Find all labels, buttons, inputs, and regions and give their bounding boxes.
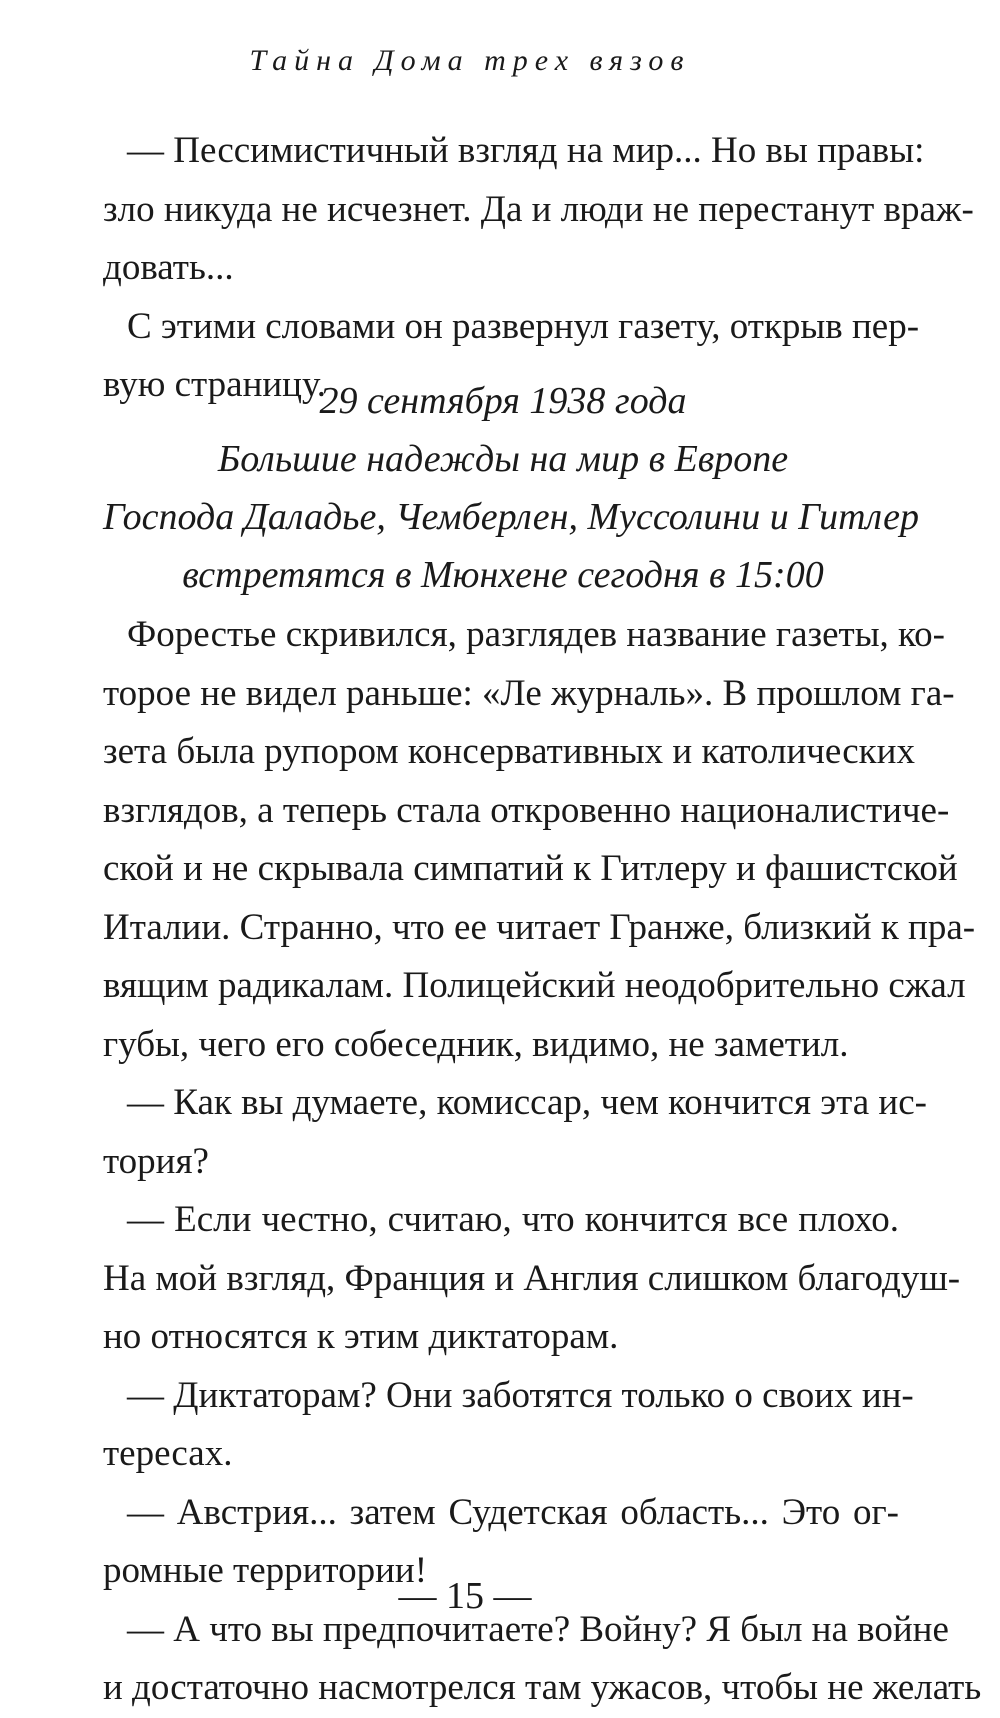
- headline-subtitle: Господа Даладье, Чемберлен, Муссолини и Гитлер: [103, 496, 919, 538]
- text-line: вую страницу.: [103, 364, 327, 405]
- text-line: — Австрия... затем Судетская область... Это ог-: [127, 1491, 899, 1533]
- page-number: — 15 —: [398, 1575, 532, 1617]
- text-line: На мой взгляд, Франция и Англия слишком благодуш-: [103, 1257, 961, 1299]
- text-line: торое не видел раньше: «Ле журналь». В прошлом га-: [103, 672, 955, 714]
- text-line: и достаточно насмотрелся там ужасов, чтобы не желать: [103, 1667, 982, 1708]
- text-line: но относятся к этим диктаторам.: [103, 1316, 619, 1357]
- text-line: губы, чего его собеседник, видимо, не заметил.: [103, 1023, 849, 1065]
- headline-title: Большие надежды на мир в Европе: [217, 438, 789, 480]
- text-line: зета была рупором консервативных и католических: [103, 731, 915, 772]
- text-block-main: [103, 606, 982, 1718]
- headline-date: 29 сентября 1938 года: [319, 380, 687, 422]
- text-line: ромные территории!: [103, 1550, 428, 1591]
- headline-subtitle: встретятся в Мюнхене сегодня в 15:00: [182, 554, 824, 596]
- text-line: С этими словами он развернул газету, открыв пер-: [127, 305, 920, 347]
- text-line: вящим радикалам. Полицейский неодобрительно сжал: [103, 965, 966, 1006]
- running-head: Тайна Дома трех вязов: [249, 44, 691, 77]
- text-block-opening: [103, 122, 974, 415]
- text-line: тересах.: [103, 1433, 233, 1474]
- text-line: — Как вы думаете, комиссар, чем кончится эта ис-: [127, 1082, 927, 1123]
- text-line: — Если честно, считаю, что кончится все плохо.: [127, 1199, 899, 1240]
- text-line: ской и не скрывала симпатий к Гитлеру и фашистской: [103, 848, 958, 889]
- text-line: — А что вы предпочитаете? Войну? Я был на войне: [127, 1608, 949, 1650]
- newspaper-headline: [103, 372, 919, 604]
- text-line: — Пессимистичный взгляд на мир... Но вы правы:: [127, 130, 925, 171]
- text-line: Италии. Странно, что ее читает Гранже, близкий к пра-: [103, 906, 976, 948]
- text-line: зло никуда не исчезнет. Да и люди не перестанут враж-: [103, 188, 974, 230]
- text-line: тория?: [103, 1140, 209, 1182]
- text-line: — Диктаторам? Они заботятся только о своих ин-: [127, 1374, 914, 1416]
- text-line: довать...: [103, 247, 234, 288]
- text-line: взглядов, а теперь стала откровенно националистиче-: [103, 789, 950, 831]
- text-line: Форестье скривился, разглядев название газеты, ко-: [127, 614, 945, 655]
